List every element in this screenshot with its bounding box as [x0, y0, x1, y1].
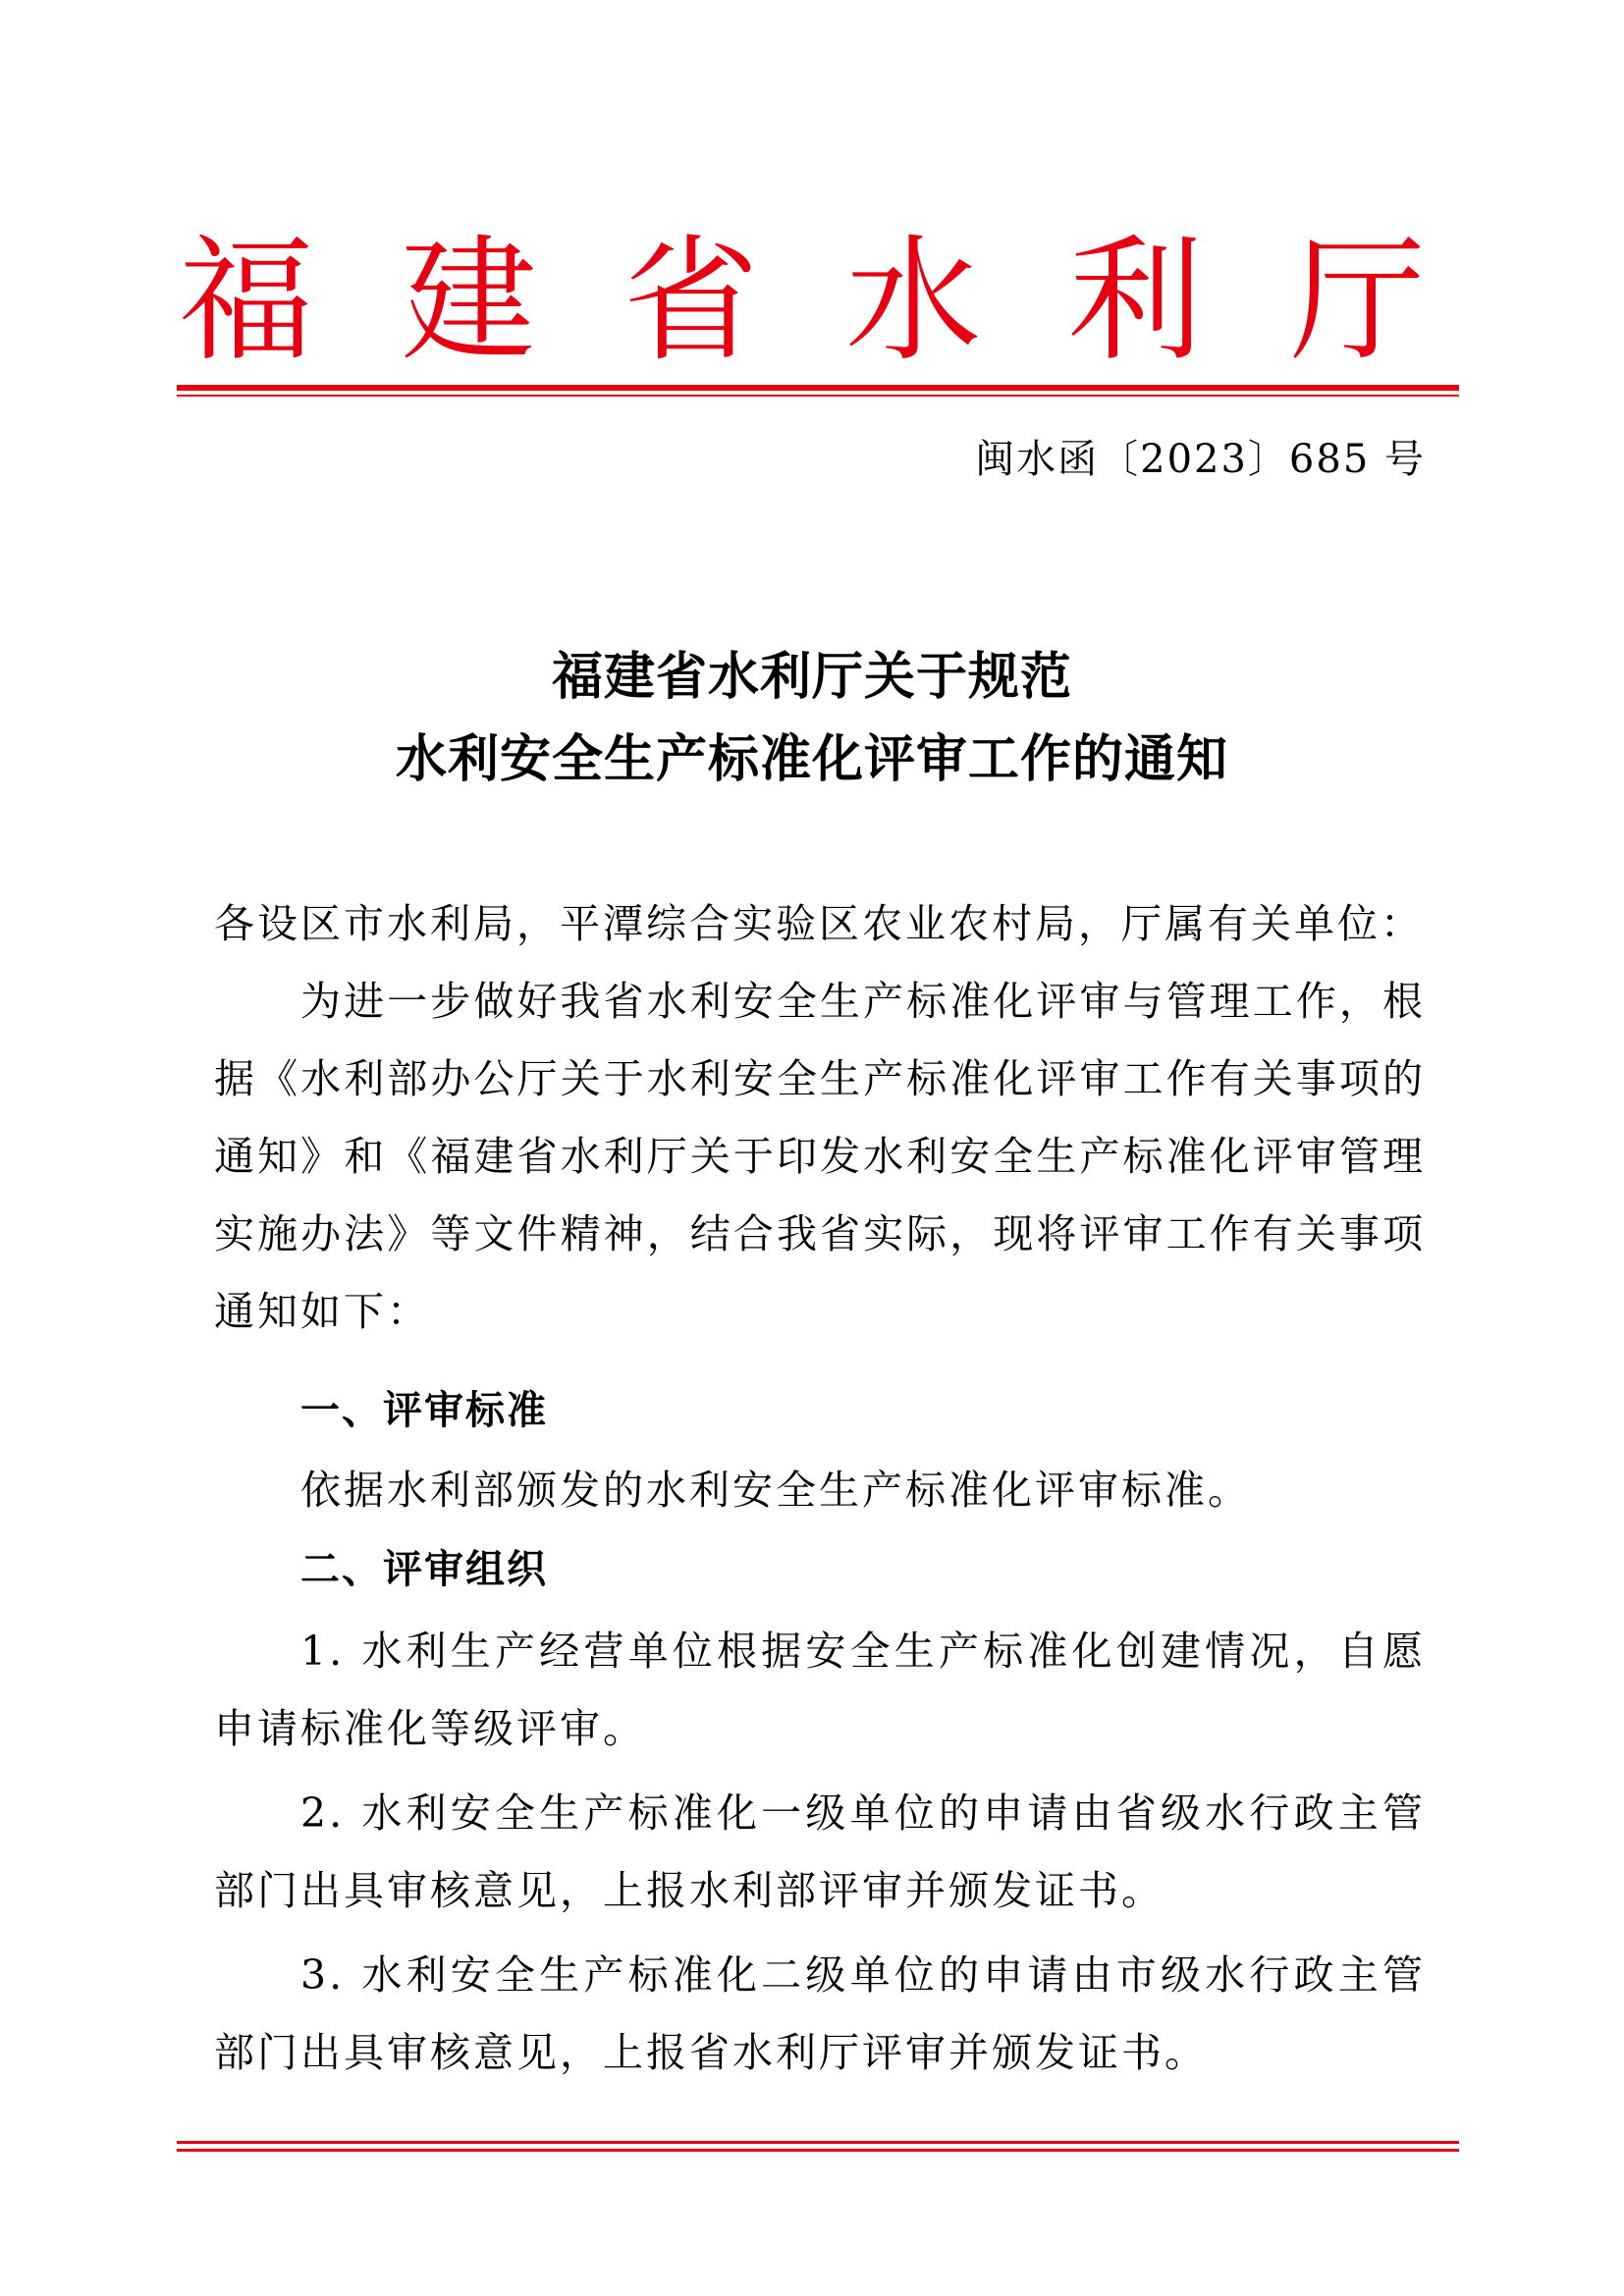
masthead-char: 厅	[1289, 222, 1426, 380]
section-1-text: 依据水利部颁发的水利安全生产标准化评审标准。	[300, 1467, 1251, 1514]
document-title-line-1: 福建省水利厅关于规范	[551, 648, 1072, 707]
footer-rule-top	[177, 2141, 1459, 2144]
masthead-char: 利	[1067, 222, 1204, 380]
intro-paragraph: 为进一步做好我省水利安全生产标准化评审与管理工作，根据《水利部办公厅关于水利安全生产标准化评审工作有关事项的通知》和《福建省水利厅关于印发水利安全生产标准化评审管理实施办法》等文件精神，结合我省实际，现将评审工作有关事项通知如下：	[214, 978, 1426, 1335]
salutation: 各设区市水利局，平潭综合实验区农业农村局，厅属有关单位：	[214, 900, 1424, 947]
masthead-char: 水	[845, 222, 982, 380]
masthead-char: 省	[623, 222, 759, 380]
section-2-item-3: 3. 水利安全生产标准化二级单位的申请由市级水行政主管部门出具审核意见，上报省水利厅评审并颁发证书。	[214, 1951, 1426, 2076]
masthead-char: 建	[401, 222, 537, 380]
document-number: 闽水函〔2023〕685 号	[975, 437, 1426, 482]
section-2-heading: 二、评审组织	[300, 1547, 548, 1592]
masthead-org-name	[179, 222, 1426, 380]
section-2-item-2: 2. 水利安全生产标准化一级单位的申请由省级水行政主管部门出具审核意见，上报水利部评审并颁发证书。	[214, 1789, 1426, 1914]
header-rule-thin	[177, 395, 1459, 397]
section-1-heading: 一、评审标准	[300, 1388, 548, 1433]
section-2-item-1: 1. 水利生产经营单位根据安全生产标准化创建情况，自愿申请标准化等级评审。	[214, 1628, 1426, 1752]
footer-rule-bottom	[177, 2149, 1459, 2152]
document-title-line-2: 水利安全生产标准化评审工作的通知	[395, 730, 1228, 789]
header-rule-thick	[177, 385, 1459, 391]
masthead-char: 福	[179, 222, 315, 380]
